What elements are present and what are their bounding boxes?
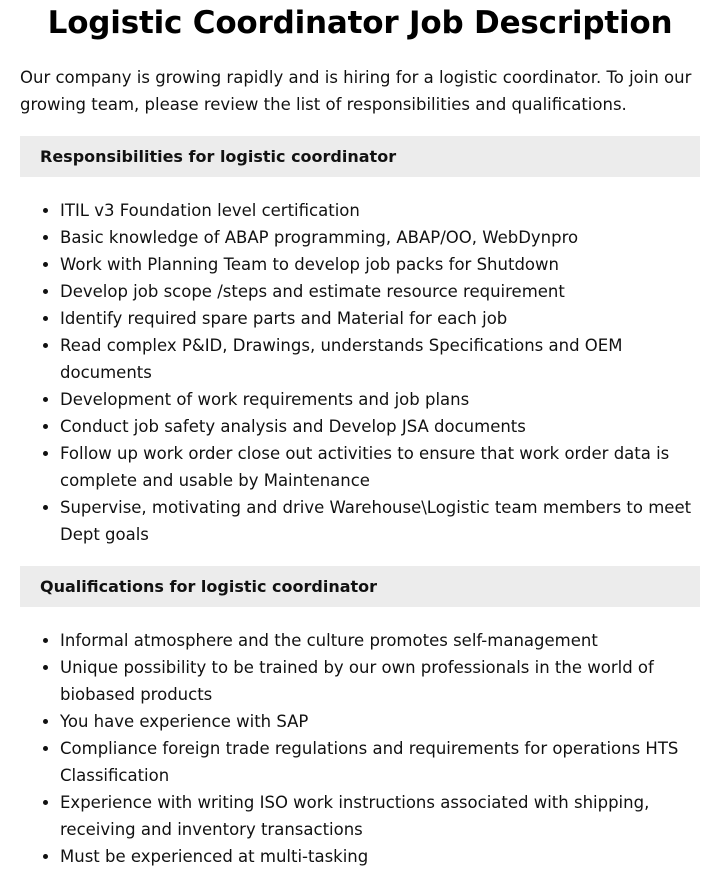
list-item: • Read complex P&ID, Drawings, understands Specifications and OEM documents xyxy=(60,332,700,386)
page-title: Logistic Coordinator Job Description xyxy=(47,5,673,41)
list-item: • ITIL v3 Foundation level certification xyxy=(60,197,700,224)
responsibilities-list xyxy=(20,197,700,548)
list-item: • Experience with writing ISO work instructions associated with shipping, receiving and inventory transactions xyxy=(60,789,700,843)
list-item: • Supervise, motivating and drive Warehouse\Logistic team members to meet Dept goals xyxy=(60,494,700,548)
qualifications-list xyxy=(20,627,700,870)
list-item: • Compliance foreign trade regulations and requirements for operations HTS Classification xyxy=(60,735,700,789)
list-item: • Must be experienced at multi-tasking xyxy=(60,843,700,870)
list-item: • Follow up work order close out activities to ensure that work order data is complete and usable by Maintenance xyxy=(60,440,700,494)
intro-paragraph: Our company is growing rapidly and is hiring for a logistic coordinator. To join our growing team, please review the list of responsibilities and qualifications. xyxy=(20,68,692,114)
list-item: • Work with Planning Team to develop job packs for Shutdown xyxy=(60,251,700,278)
list-item: • Conduct job safety analysis and Develop JSA documents xyxy=(60,413,700,440)
list-item: • Basic knowledge of ABAP programming, ABAP/OO, WebDynpro xyxy=(60,224,700,251)
qualifications-heading: Qualifications for logistic coordinator xyxy=(20,566,700,607)
list-item: • You have experience with SAP xyxy=(60,708,700,735)
list-item: • Develop job scope /steps and estimate resource requirement xyxy=(60,278,700,305)
list-item: • Development of work requirements and job plans xyxy=(60,386,700,413)
list-item: • Unique possibility to be trained by our own professionals in the world of biobased products xyxy=(60,654,700,708)
list-item: • Identify required spare parts and Material for each job xyxy=(60,305,700,332)
list-item: • Informal atmosphere and the culture promotes self-management xyxy=(60,627,700,654)
responsibilities-heading: Responsibilities for logistic coordinator xyxy=(20,136,700,177)
